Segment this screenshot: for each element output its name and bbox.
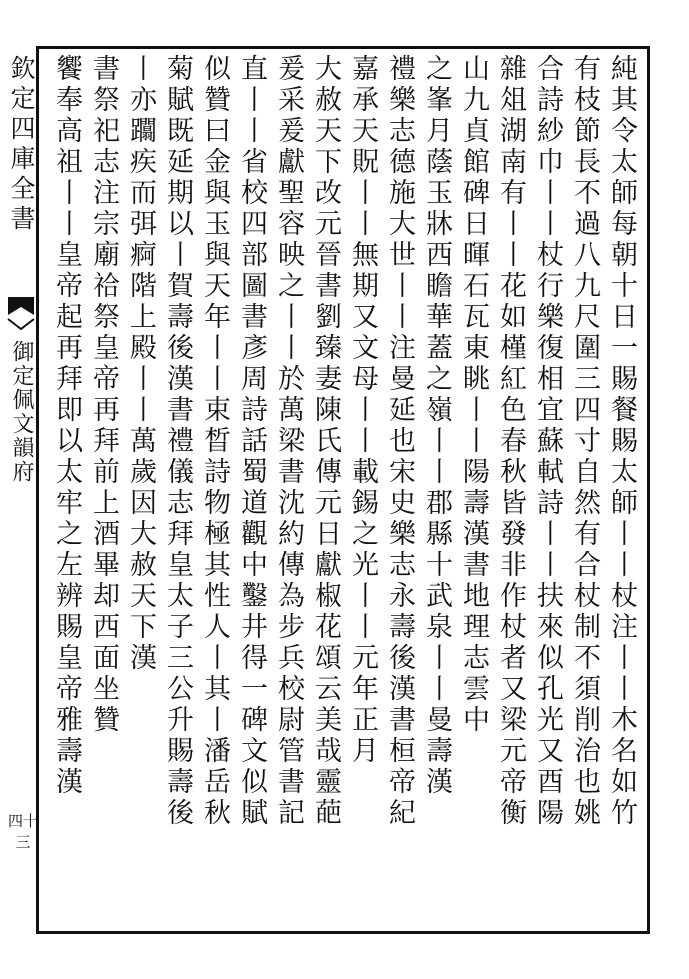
- text-column-14: 丨亦躢疾而弭痾階上殿丨丨萬歲因大赦天下漢: [125, 54, 156, 674]
- text-column-3: 合詩紗巾丨丨杖行樂復相宜蘇軾詩丨丨扶來似孔光又酉陽: [532, 54, 563, 829]
- text-column-4: 雜俎湖南有丨丨花如槿紅色春秋皆發非作杖者又梁元帝衡: [495, 54, 526, 829]
- book-title: 御定佩文韻府: [9, 340, 34, 484]
- text-column-7: 禮樂志德施大世丨丨注曼延也宋史樂志永壽後漢書桓帝紀: [384, 54, 415, 829]
- text-column-1: 純其令太師每朝十日一賜餐賜太師丨丨杖注丨丨木名如竹: [606, 54, 637, 829]
- text-column-9: 大赦天下改元晉書劉臻妻陳氏傳元日獻椒花頌云美哉靈葩: [310, 54, 341, 829]
- text-column-11: 直丨丨省校四部圖書彥周詩話蜀道觀中鑿井得一碑文似賦: [236, 54, 267, 829]
- text-column-10: 爰采爰獻聖容映之丨丨於萬梁書沈約傳為步兵校尉管書記: [273, 54, 304, 829]
- margin-strip: [4, 55, 38, 915]
- text-column-8: 嘉承天貺丨丨無期又文母丨丨載錫之光丨丨元年正月: [347, 54, 378, 767]
- text-column-15: 書祭祀志注宗廟祫祭皇帝再拜前上酒畢却西面坐贊: [88, 54, 119, 736]
- collection-title: 欽定四庫全書: [7, 55, 36, 235]
- page-number: 四十三: [8, 812, 39, 851]
- text-column-12: 似贊曰金與玉與天年丨丨束晳詩物極其性人丨其丨潘岳秋: [199, 54, 230, 829]
- text-column-13: 菊賦既延期以丨賀壽後漢書禮儀志拜皇太子三公升賜壽後: [162, 54, 193, 829]
- fish-tail-icon: [6, 295, 36, 335]
- text-column-6: 之峯月蔭玉牀西瞻華蓋之嶺丨丨郡縣十武泉丨丨曼壽漢: [421, 54, 452, 798]
- text-column-5: 山九貞館碑日暉石瓦東眺丨丨陽壽漢書地理志雲中: [458, 54, 489, 736]
- text-column-16: 饗奉高祖丨丨皇帝起再拜即以太牢之左辨賜皇帝雅壽漢: [51, 54, 82, 798]
- text-column-2: 有枝節長不過八九尺圍三四寸自然有合杖制不須削治也姚: [569, 54, 600, 829]
